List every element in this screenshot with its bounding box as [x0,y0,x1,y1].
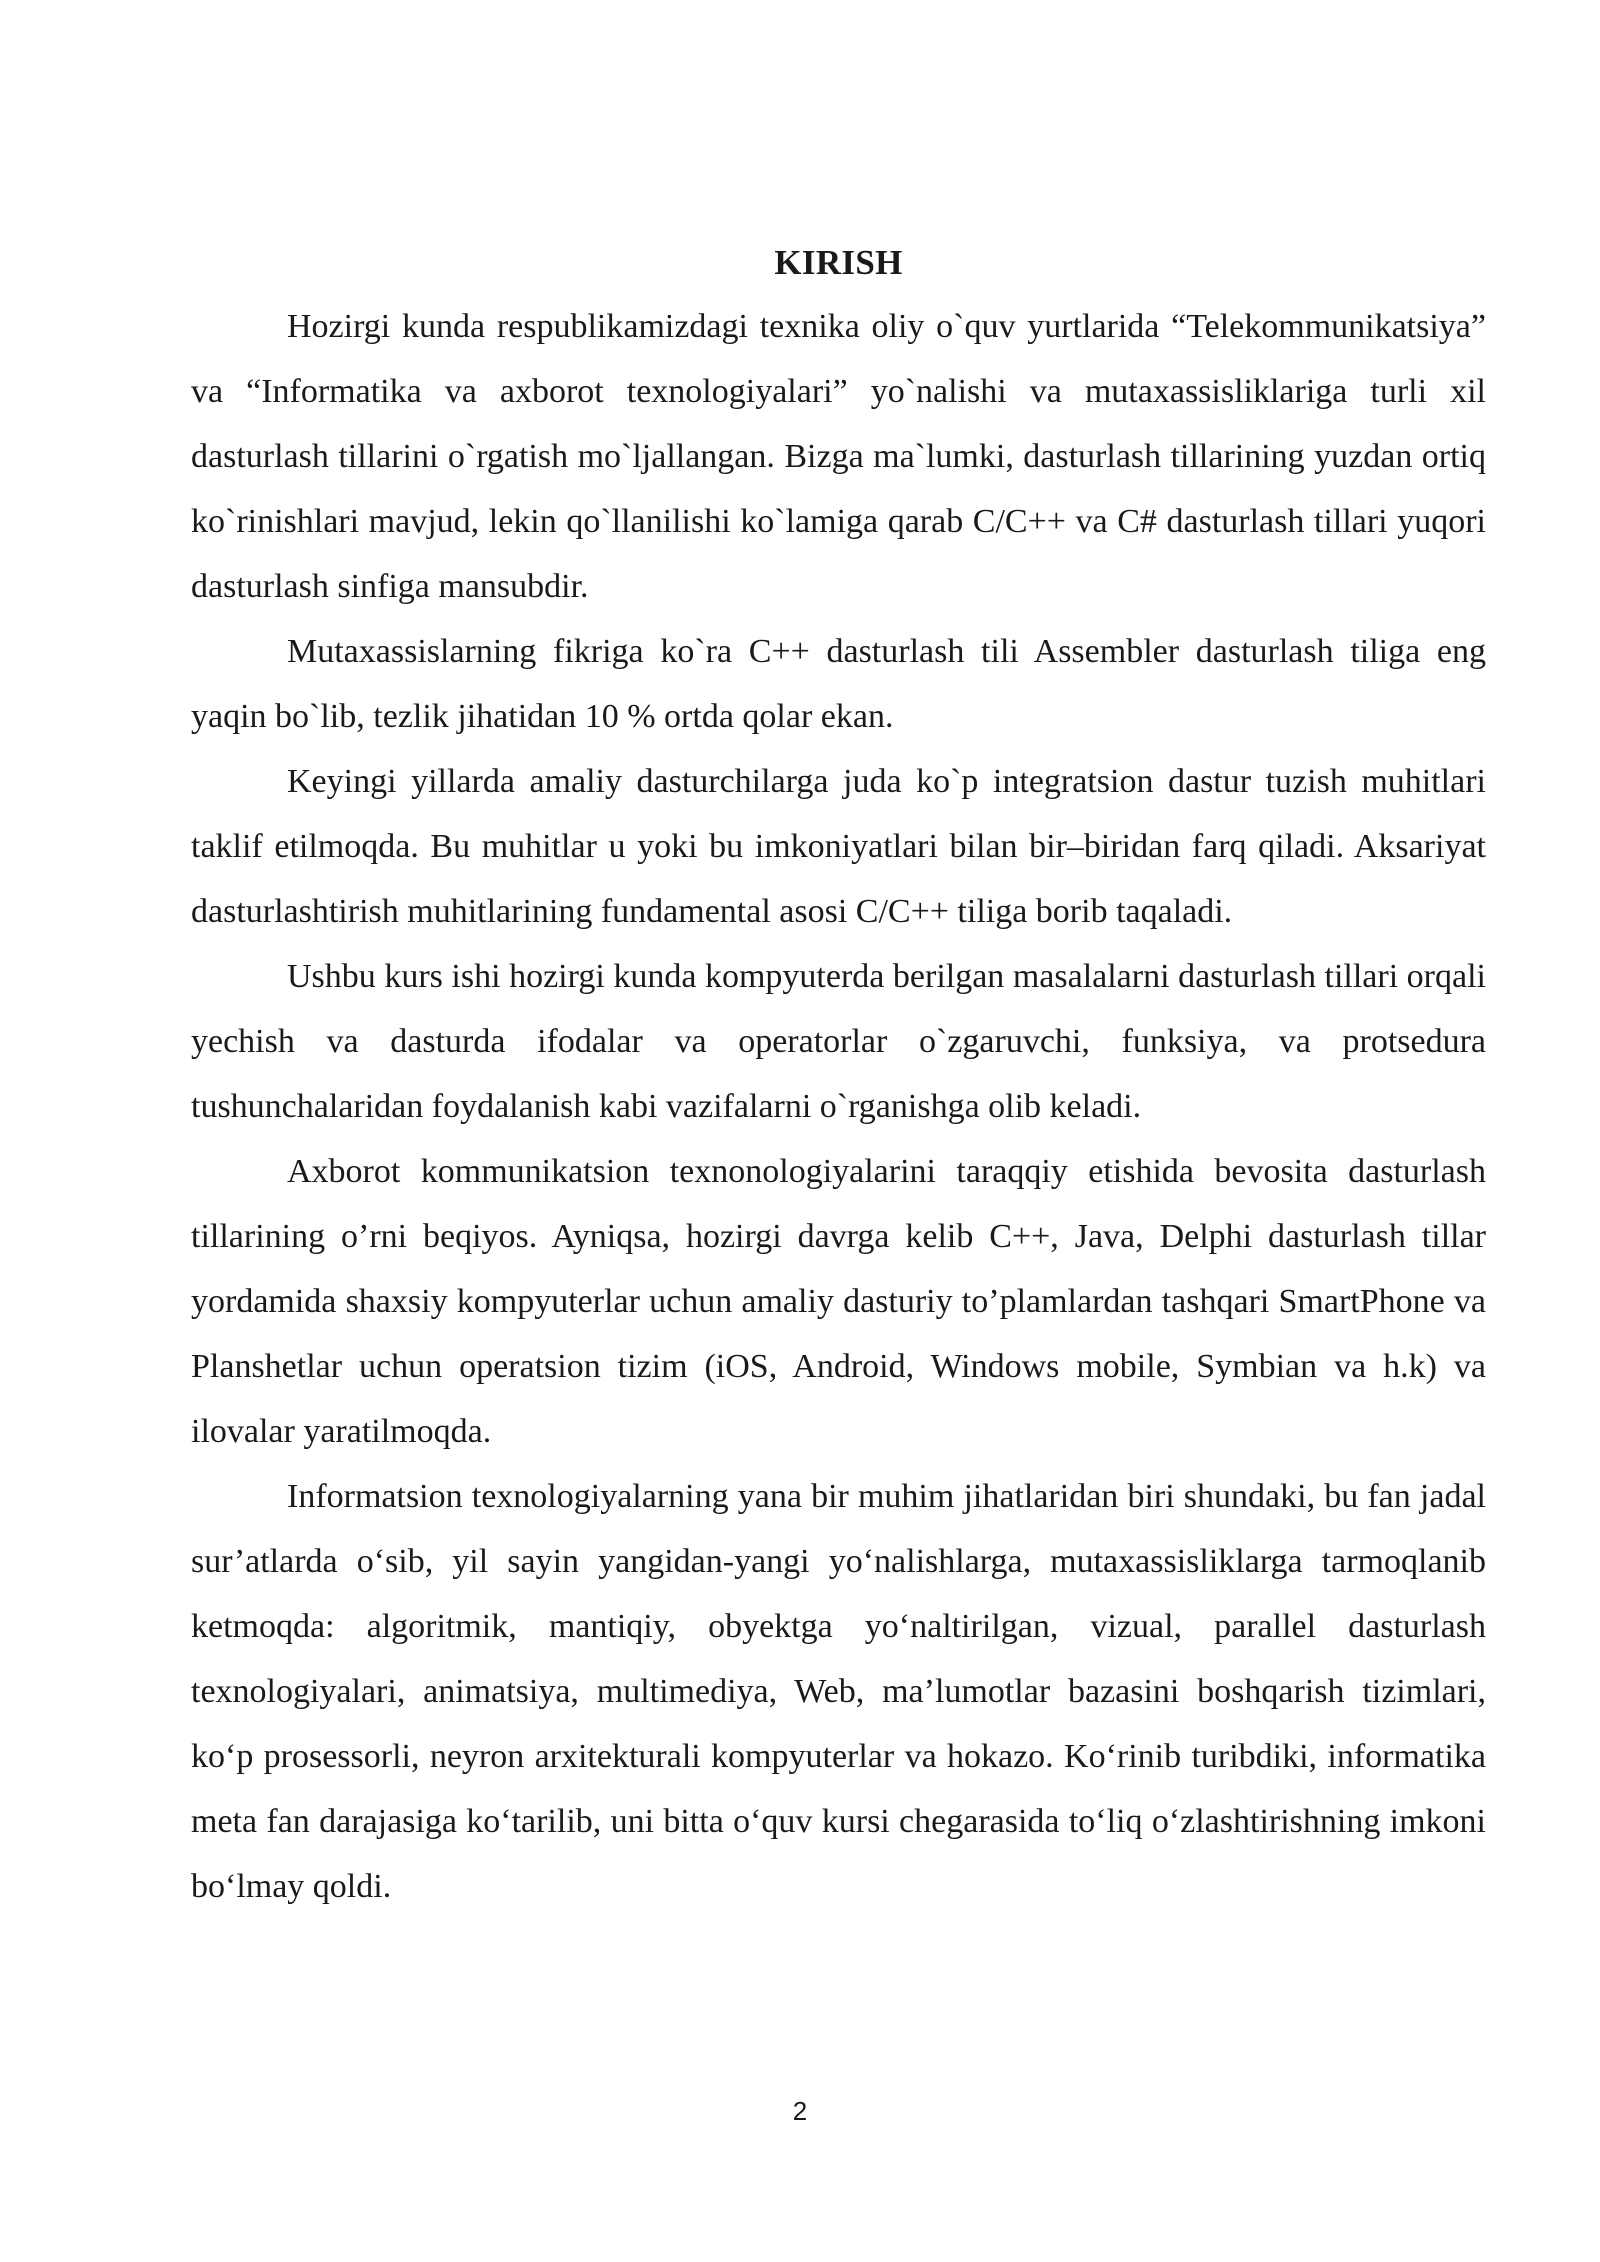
paragraph-1: Hozirgi kunda respublikamizdagi texnika oliy o`quv yurtlarida “Telekommunikatsiya” va “Informatika va axborot texnologiyalari” yo`nalishi va mutaxassisliklariga turli xil dasturlash tillarini o`rgatish mo`ljallangan. Bizga ma`lumki, dasturlash tillarining yuzdan ortiq ko`rinishlari mavjud, lekin qo`llanilishi ko`lamiga qarab C/C++ va C# dasturlash tillari yuqori dasturlash sinfiga mansubdir. [191,308,1486,605]
paragraph-2: Mutaxassislarning fikriga ko`ra C++ dasturlash tili Assembler dasturlash tiliga eng yaqin bo`lib, tezlik jihatidan 10 % ortda qolar ekan. [191,633,1486,735]
section-title: KIRISH [774,243,903,282]
page-content [191,236,1486,1919]
paragraph-5: Axborot kommunikatsion texnonologiyalarini taraqqiy etishida bevosita dasturlash tillarining o’rni beqiyos. Ayniqsa, hozirgi davrga kelib C++, Java, Delphi dasturlash tillar yordamida shaxsiy kompyuterlar uchun amaliy dasturiy to’plamlardan tashqari SmartPhone va Planshetlar uchun operatsion tizim (iOS, Android, Windows mobile, Symbian va h.k) va ilovalar yaratilmoqda. [191,1153,1486,1450]
paragraph-4: Ushbu kurs ishi hozirgi kunda kompyuterda berilgan masalalarni dasturlash tillari orqali yechish va dasturda ifodalar va operatorlar o`zgaruvchi, funksiya, va protsedura tushunchalaridan foydalanish kabi vazifalarni o`rganishga olib keladi. [191,958,1486,1125]
page-number: 2 [792,2096,808,2126]
paragraph-3: Keyingi yillarda amaliy dasturchilarga juda ko`p integratsion dastur tuzish muhitlari taklif etilmoqda. Bu muhitlar u yoki bu imkoniyatlari bilan bir–biridan farq qiladi. Aksariyat dasturlashtirish muhitlarining fundamental asosi C/C++ tiliga borib taqaladi. [191,763,1486,930]
paragraph-6: Informatsion texnologiyalarning yana bir muhim jihatlaridan biri shundaki, bu fan jadal sur’atlarda oʻsib, yil sayin yangidan-yangi yoʻnalishlarga, mutaxassisliklarga tarmoqlanib ketmoqda: algoritmik, mantiqiy, obyektga yoʻnaltirilgan, vizual, parallel dasturlash texnologiyalari, animatsiya, multimediya, Web, ma’lumotlar bazasini boshqarish tizimlari, koʻp prosessorli, neyron arxitekturali kompyuterlar va hokazo. Koʻrinib turibdiki, informatika meta fan darajasiga koʻtarilib, uni bitta oʻquv kursi chegarasida toʻliq oʻzlashtirishning imkoni boʻlmay qoldi. [191,1478,1486,1905]
